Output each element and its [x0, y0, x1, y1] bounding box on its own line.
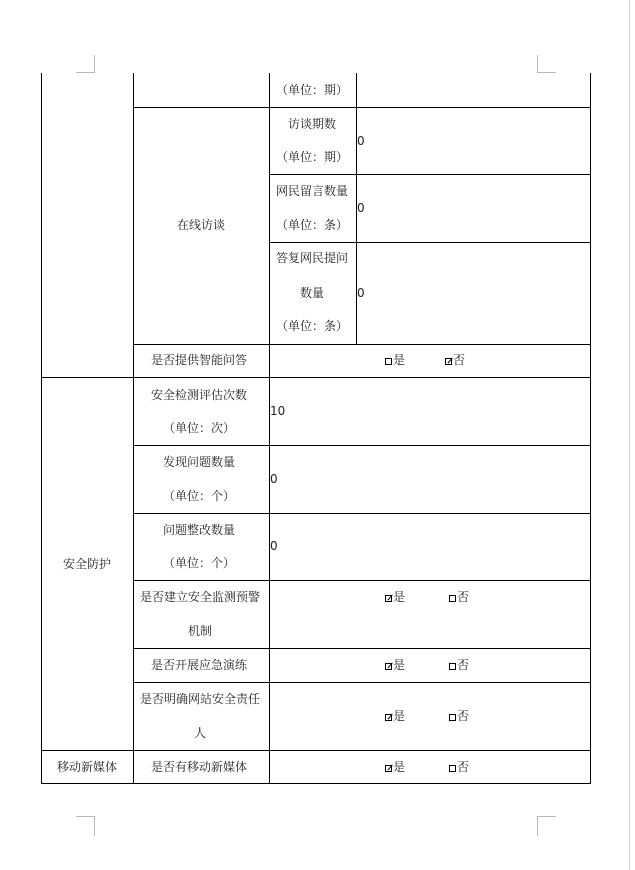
- checkbox-unchecked-icon[interactable]: [385, 358, 392, 365]
- responsible-yes-option[interactable]: 是: [385, 709, 405, 723]
- table-divider: [133, 445, 591, 446]
- security-label: 安全防护: [62, 557, 112, 571]
- crop-mark-bottom-right: [537, 816, 538, 836]
- issues-found-value: 0: [270, 472, 278, 486]
- crop-mark-bottom-left: [94, 816, 95, 836]
- table-divider: [41, 377, 591, 378]
- table-divider: [41, 750, 591, 751]
- checkbox-unchecked-icon[interactable]: [449, 663, 456, 670]
- checkbox-unchecked-icon[interactable]: [449, 595, 456, 602]
- unit-label: （单位：期）: [275, 83, 349, 97]
- crop-mark-bottom-left: [76, 816, 95, 817]
- smart-qa-no-option[interactable]: 否: [445, 353, 465, 367]
- table-border-left: [41, 73, 42, 784]
- interview-issues-value: 0: [357, 134, 365, 148]
- checkbox-unchecked-icon[interactable]: [449, 714, 456, 721]
- table-divider: [269, 174, 591, 175]
- table-divider: [269, 242, 591, 243]
- unit-label: （单位：次）: [162, 421, 236, 435]
- smart-qa-label: 是否提供智能问答: [150, 353, 248, 367]
- drill-label: 是否开展应急演练: [150, 658, 248, 672]
- checkbox-checked-icon[interactable]: [385, 663, 392, 670]
- has-new-media-no-option[interactable]: 否: [449, 760, 469, 774]
- security-eval-count-value: 10: [270, 404, 286, 418]
- has-new-media-label: 是否有移动新媒体: [150, 760, 248, 774]
- responsible-no-option[interactable]: 否: [449, 709, 469, 723]
- table-divider: [133, 580, 591, 581]
- smart-qa-yes-option[interactable]: 是: [385, 353, 405, 367]
- table-divider: [133, 344, 591, 345]
- table-divider: [133, 107, 591, 108]
- table-divider: [133, 73, 134, 784]
- replies-count-label: 数量: [299, 286, 325, 300]
- monitoring-yes-option[interactable]: 是: [385, 590, 405, 604]
- comments-count-value: 0: [357, 201, 365, 215]
- crop-mark-bottom-right: [537, 816, 556, 817]
- responsible-label: 是否明确网站安全责任: [139, 692, 261, 706]
- replies-count-label: 答复网民提问: [275, 251, 349, 265]
- unit-label: （单位：条）: [275, 218, 349, 232]
- unit-label: （单位：个）: [162, 556, 236, 570]
- crop-mark-top-left: [94, 55, 95, 73]
- checkbox-checked-icon[interactable]: [385, 714, 392, 721]
- monitoring-no-option[interactable]: 否: [449, 590, 469, 604]
- unit-label: （单位：期）: [275, 150, 349, 164]
- online-interview-label: 在线访谈: [176, 218, 226, 232]
- monitoring-label: 是否建立安全监测预警: [139, 590, 261, 604]
- table-divider: [269, 73, 270, 784]
- table-divider: [133, 513, 591, 514]
- checkbox-checked-icon[interactable]: [385, 765, 392, 772]
- table-border-bottom: [41, 783, 591, 784]
- page-edge: [629, 0, 630, 870]
- drill-yes-option[interactable]: 是: [385, 658, 405, 672]
- issues-fixed-value: 0: [270, 539, 278, 553]
- responsible-label: 人: [193, 726, 207, 740]
- replies-count-value: 0: [357, 286, 365, 300]
- has-new-media-yes-option[interactable]: 是: [385, 760, 405, 774]
- security-eval-count-label: 安全检测评估次数: [150, 388, 248, 402]
- crop-mark-top-right: [537, 55, 538, 73]
- crop-mark-top-right: [537, 72, 556, 73]
- checkbox-checked-icon[interactable]: [385, 595, 392, 602]
- unit-label: （单位：条）: [275, 319, 349, 333]
- issues-fixed-label: 问题整改数量: [162, 523, 236, 537]
- table-divider: [133, 682, 591, 683]
- interview-issues-label: 访谈期数: [287, 117, 337, 131]
- table-border-right: [590, 73, 591, 784]
- comments-count-label: 网民留言数量: [275, 184, 349, 198]
- drill-no-option[interactable]: 否: [449, 658, 469, 672]
- new-media-label: 移动新媒体: [56, 760, 118, 774]
- monitoring-label: 机制: [187, 624, 213, 638]
- issues-found-label: 发现问题数量: [162, 455, 236, 469]
- checkbox-checked-icon[interactable]: [445, 358, 452, 365]
- table-divider: [133, 648, 591, 649]
- checkbox-unchecked-icon[interactable]: [449, 765, 456, 772]
- crop-mark-top-left: [76, 72, 95, 73]
- unit-label: （单位：个）: [162, 489, 236, 503]
